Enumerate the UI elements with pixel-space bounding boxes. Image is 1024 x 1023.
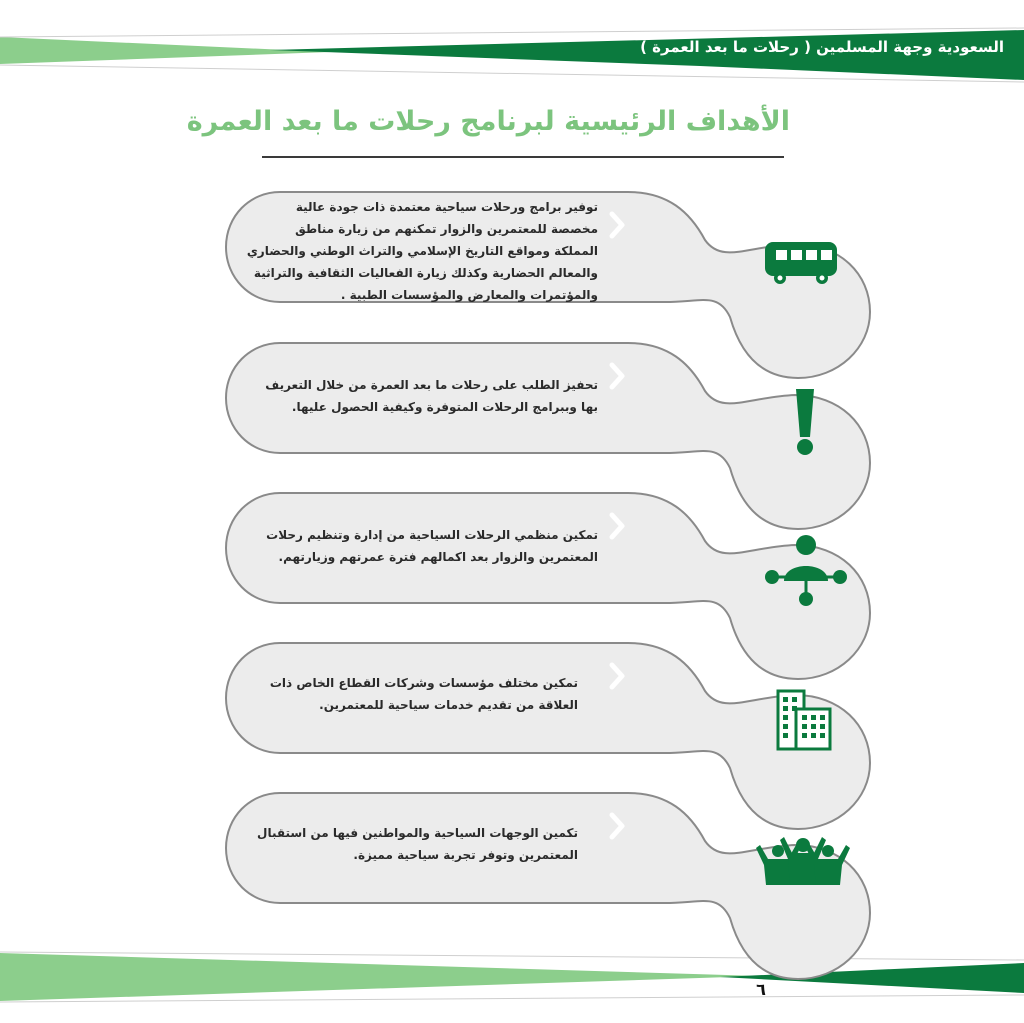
goal-text-line: بها وببرامج الرحلات المتوفرة وكيفية الحصول عليها. — [291, 400, 598, 414]
goal-text-line: المعتمرين وتوفر تجربة سياحية مميزة. — [353, 848, 578, 862]
goal-text-3 — [238, 524, 598, 568]
goal-text-4 — [238, 672, 578, 716]
goal-text-line: تحفيز الطلب على رحلات ما بعد العمرة من خلال التعريف — [265, 378, 598, 392]
page-title: الأهداف الرئيسية لبرنامج رحلات ما بعد العمرة — [186, 106, 790, 137]
goal-text-line: توفير برامج ورحلات سياحية معتمدة ذات جودة عالية — [295, 200, 598, 214]
goal-text-line: تمكين مختلف مؤسسات وشركات القطاع الخاص ذات — [269, 676, 578, 690]
goal-text-line: مخصصة للمعتمرين والزوار تمكنهم من زيارة مناطق — [295, 222, 598, 236]
goal-text-1 — [238, 196, 598, 306]
goal-text-line: والمعالم الحضارية وكذلك زيارة الفعاليات الثقافية والتراثية — [253, 266, 598, 280]
page-number: ٦ — [756, 980, 766, 999]
goal-text-5 — [238, 822, 578, 866]
header-title: السعودية وجهة المسلمين ( رحلات ما بعد العمرة ) — [640, 38, 1004, 56]
goal-text-line: والمؤتمرات والمعارض والمؤسسات الطبية . — [340, 288, 598, 302]
people-celebrating-icon — [756, 837, 850, 885]
goal-text-line: تمكين منظمي الرحلات السياحية من إدارة وتنظيم رحلات — [266, 528, 598, 542]
goal-text-line: تكمين الوجهات السياحية والمواطنين فيها من استقبال — [257, 826, 578, 840]
goal-text-line: العلاقة من تقديم خدمات سياحية للمعتمرين. — [319, 698, 578, 712]
goal-text-2 — [238, 374, 598, 418]
goal-text-line: المملكة ومواقع التاريخ الإسلامي والتراث الوطني والحضاري — [246, 244, 598, 258]
goal-text-line: المعتمرين والزوار بعد اكمالهم فترة عمرتهم وزيارتهم. — [278, 550, 598, 564]
